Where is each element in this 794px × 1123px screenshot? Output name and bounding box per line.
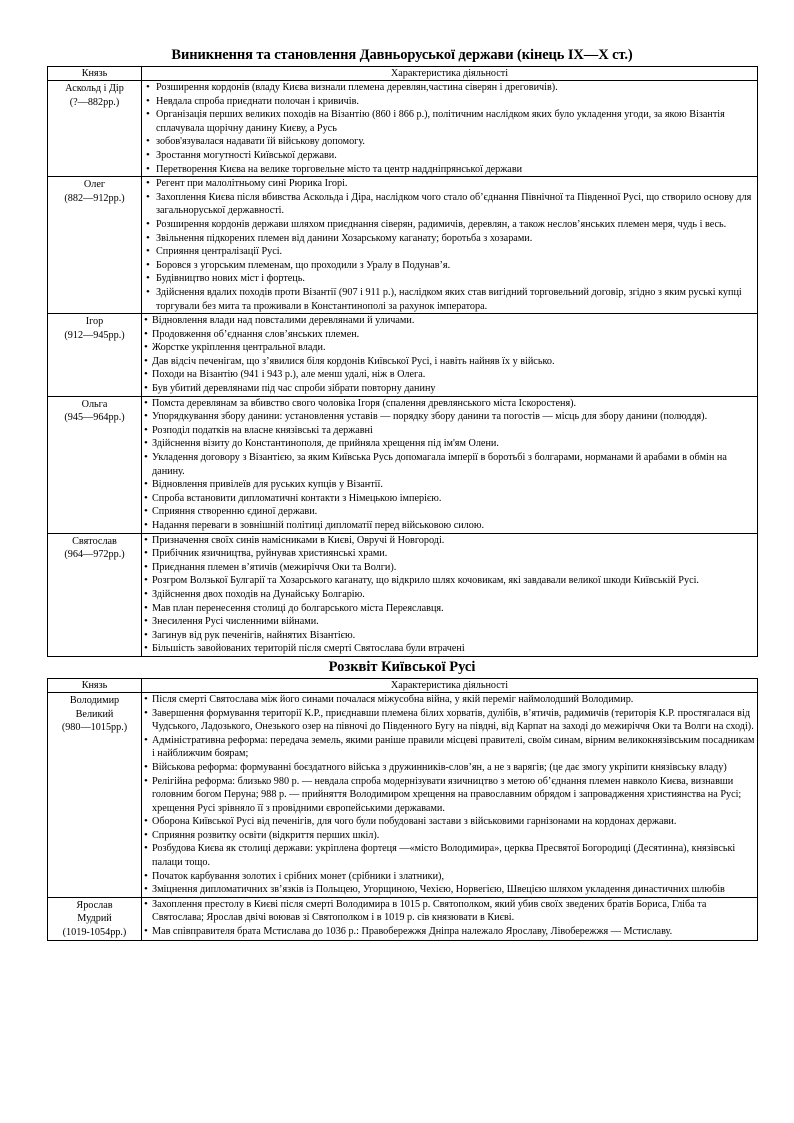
list-item: • Надання переваги в зовнішній політиці дипломатії перед військовою силою. (144, 519, 755, 533)
list-item: • Зростання могутності Київської держави. (144, 149, 755, 163)
table-row (48, 692, 758, 897)
list-item: • Після смерті Святослава між його синами почалася міжусобна війна, у якій переміг наймолодший Володимир. (144, 693, 755, 707)
activity-list (144, 81, 755, 176)
list-item: • Упорядкування збору данини: установлення уставів — порядку збору данини та погостів — місць для збору данини (полюддя). (144, 410, 755, 424)
list-item: • Більшість завойованих територій після смерті Святослава були втрачені (144, 642, 755, 656)
activity-list (144, 898, 755, 939)
list-item: • Перетворення Києва на велике торговельне місто та центр наддніпрянської держави (144, 163, 755, 177)
list-item: • Був убитий деревлянами під час спроби зібрати повторну данину (144, 382, 755, 396)
list-item: • Військова реформа: формуванні боєздатного війська з дружинників-слов’ян, а не з варягів; (це дає змогу укріпити князівську владу) (144, 761, 755, 775)
list-item: • Мав співправителя брата Мстислава до 1036 р.: Правобережжя Дніпра належало Ярославу, Лівобережжя — Мстиславу. (144, 925, 755, 939)
list-item: • Розподіл податків на власне князівські та державні (144, 424, 755, 438)
list-item: • Зміцнення дипломатичних зв’язків із Польщею, Угорщиною, Чехією, Норвегією, Швецією шляхом укладення династичних шлюбів (144, 883, 755, 897)
prince-years: (882—912рр.) (64, 192, 125, 204)
column-header-description: Характеристика діяльності (142, 678, 758, 692)
activity-list (144, 397, 755, 533)
prince-cell (48, 314, 142, 397)
list-item: • Укладення договору з Візантією, за яким Київська Русь допомагала імперії в боротьбі з болгарами, норманами й арабами в обмін на данину. (144, 451, 755, 478)
list-item: • Прибічник язичництва, руйнував християнські храми. (144, 547, 755, 561)
list-item: • Приєднання племен вʼятичів (межиріччя Оки та Волги). (144, 561, 755, 575)
table-header-row (48, 67, 758, 81)
prince-years: (?—882рр.) (69, 96, 120, 108)
document-page (47, 44, 757, 941)
column-header-description: Характеристика діяльності (142, 67, 758, 81)
prince-name: Ольга (81, 398, 108, 410)
table-row (48, 81, 758, 177)
description-cell (142, 396, 758, 533)
table-row (48, 897, 758, 940)
table-row (48, 314, 758, 397)
list-item: • Здійснення вдалих походів проти Візантії (907 і 911 р.), наслідком яких став вигідний торговельний договір, згідно з яким руські купці торгували без мита та проживали в Константинополі за рахунок імператора. (144, 286, 755, 313)
list-item: • Помста деревлянам за вбивство свого чоловіка Ігоря (спалення древлянського міста Іскоростеня). (144, 397, 755, 411)
section-title-2: Розквіт Київської Русі (328, 658, 476, 675)
table-row (48, 177, 758, 314)
description-cell (142, 177, 758, 314)
princes-table-2 (47, 678, 758, 941)
list-item: • Боровся з угорським племенам, що проходили з Уралу в Подунав’я. (144, 259, 755, 273)
prince-years: (912—945рр.) (64, 329, 125, 341)
list-item: • Організація перших великих походів на Візантію (860 і 866 р.), політичним наслідком яких було укладення угоди, за якою Візантія сплачувала щорічну данину Києву, а Русь (144, 108, 755, 135)
list-item: • Мав план перенесення столиці до болгарського міста Переяславця. (144, 602, 755, 616)
list-item: • Початок карбування золотих і срібних монет (срібники і златники), (144, 870, 755, 884)
list-item: • Розширення кордонів (владу Києва визнали племена деревлян,частина сіверян і дреговичів). (144, 81, 755, 95)
prince-years: (964—972рр.) (64, 549, 125, 561)
description-cell (142, 692, 758, 897)
list-item: • Знесилення Русі численними війнами. (144, 615, 755, 629)
list-item: • Загинув від рук печенігів, найнятих Візантією. (144, 629, 755, 643)
list-item: • Захоплення Києва після вбивства Аскольда і Діра, наслідком чого стало об’єднання Північної та Південної Русі, що створило основу для загальноруської державності. (144, 191, 755, 218)
description-cell (142, 81, 758, 177)
list-item: • Звільнення підкорених племен від данини Хозарському каганату; боротьба з хозарами. (144, 232, 755, 246)
list-item: • Здійснення двох походів на Дунайську Болгарію. (144, 588, 755, 602)
list-item: • Здійснення візиту до Константинополя, де прийняла хрещення під ім'ям Олени. (144, 437, 755, 451)
prince-years: (1019-1054рр.) (62, 927, 127, 939)
list-item: • Походи на Візантію (941 і 943 р.), але менш удалі, ніж в Олега. (144, 368, 755, 382)
description-cell (142, 897, 758, 940)
list-item: • Сприяння централізації Русі. (144, 245, 755, 259)
prince-cell (48, 692, 142, 897)
list-item: • Невдала спроба приєднати полочан і кривичів. (144, 95, 755, 109)
list-item: • Релігійна реформа: близько 980 р. — невдала спроба модернізувати язичництво з метою об’єднання племен навколо Києва, визнавши головним богом Перуна; 988 р. — прийняття Володимиром хрещення на православним обрядом і запровадження християнства на Русі; хрещення Русі зрівняло її з провідними європейськими державами. (144, 775, 755, 816)
list-item: • Спроба встановити дипломатичні контакти з Німецькою імперією. (144, 492, 755, 506)
prince-name: Аскольд і Дір (65, 83, 124, 94)
list-item: • Дав відсіч печенігам, що з’явилися біля кордонів Київської Русі, і навіть найняв їх у військо. (144, 355, 755, 369)
list-item: • Відновлення привілеїв для руських купців у Візантії. (144, 478, 755, 492)
activity-list (144, 314, 755, 396)
prince-years: (980—1015рр.) (61, 722, 128, 734)
description-cell (142, 533, 758, 656)
prince-name: Святослав (72, 535, 117, 547)
column-header-prince: Князь (48, 67, 142, 81)
list-item: • Будівництво нових міст і фортець. (144, 272, 755, 286)
list-item: • Завершення формування території К.Р., приєднавши племена білих хорватів, дулібів, вʼятичів, радимичів (територія К.Р. простягалася від Чудського, Ладозького, Онезького озер на півночі до Південного Бугу на півдні, від Карпат на заході до межиріччя Оки та Волги на сході). (144, 707, 755, 734)
prince-cell (48, 897, 142, 940)
prince-years: (945—964рр.) (64, 412, 125, 424)
prince-name: Володимир (69, 694, 120, 706)
list-item: • Розширення кордонів держави шляхом приєднання сіверян, радимичів, деревлян, а також несловʼянських племен меря, чудь і весь. (144, 218, 755, 232)
prince-cell (48, 533, 142, 656)
table-header-row (48, 678, 758, 692)
prince-cell (48, 396, 142, 533)
list-item: • Захоплення престолу в Києві після смерті Володимира в 1015 р. Святополком, який убив своїх зведених братів Бориса, Гліба та Святослава; Ярослав двічі воював зі Святополком і в 1019 р. сів князювати в Києві. (144, 898, 755, 925)
prince-epithet: Великий (75, 708, 114, 720)
list-item: • Сприяння розвитку освіти (відкриття перших шкіл). (144, 829, 755, 843)
activity-list (144, 177, 755, 313)
list-item: • Сприяння створенню єдиної держави. (144, 505, 755, 519)
description-cell (142, 314, 758, 397)
prince-name: Ярослав (76, 899, 113, 911)
list-item: • Адміністративна реформа: передача земель, якими раніше правили місцеві правителі, своїм синам, вірним великокнязівським посадникам і найближчим боярам; (144, 734, 755, 761)
list-item: • Жорстке укріплення центральної влади. (144, 341, 755, 355)
list-item: • Призначення своїх синів намісниками в Києві, Овручі й Новгороді. (144, 534, 755, 548)
prince-epithet: Мудрий (77, 913, 112, 925)
section-title-1: Виникнення та становлення Давньоруської держави (кінець IX—X ст.) (171, 47, 633, 63)
list-item: • Розгром Волзької Булгарії та Хозарського каганату, що відкрило шлях кочовикам, які завдавали великої шкоди Київській Русі. (144, 574, 755, 588)
prince-cell (48, 81, 142, 177)
table-row (48, 533, 758, 656)
list-item: • Відновлення влади над повсталими деревлянами й уличами. (144, 314, 755, 328)
activity-list (144, 534, 755, 656)
column-header-prince: Князь (48, 678, 142, 692)
list-item: • Продовження об’єднання словʼянських племен. (144, 328, 755, 342)
prince-name: Ігор (85, 316, 104, 328)
table-row (48, 396, 758, 533)
activity-list (144, 693, 755, 897)
prince-name: Олег (83, 179, 106, 191)
list-item: • зобов'язувалася надавати їй військову допомогу. (144, 135, 755, 149)
prince-cell (48, 177, 142, 314)
list-item: • Регент при малолітньому сині Рюрика Ігорі. (144, 177, 755, 191)
list-item: • Розбудова Києва як столиці держави: укріплена фортеця —«місто Володимира», церква Пресвятої Богородиці (Десятинна), князівські палаци тощо. (144, 842, 755, 869)
list-item: • Оборона Київської Русі від печенігів, для чого були побудовані застави з військовими гарнізонами на кордонах держави. (144, 815, 755, 829)
princes-table-1 (47, 66, 758, 657)
